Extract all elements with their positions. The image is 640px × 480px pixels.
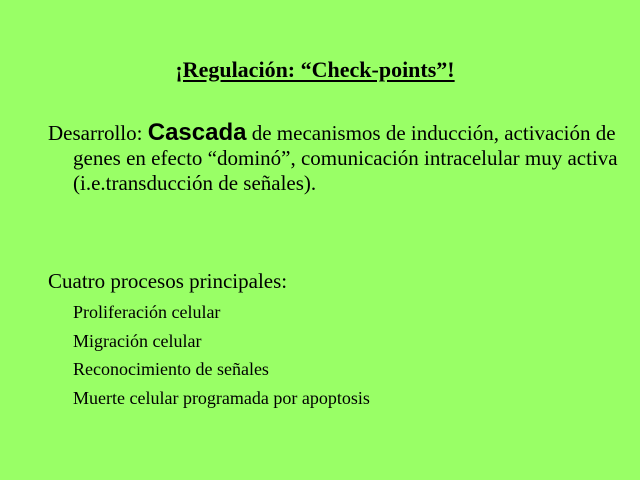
slide-title: ¡Regulación: “Check-points”! — [175, 57, 455, 82]
development-lead: Desarrollo: — [48, 121, 148, 145]
process-item-proliferation: Proliferación celular — [73, 302, 221, 322]
development-paragraph — [48, 120, 640, 196]
processes-heading: Cuatro procesos principales: — [48, 269, 288, 293]
process-item-migration: Migración celular — [73, 330, 202, 351]
process-item-signal-recognition: Reconocimiento de señales — [73, 359, 269, 379]
process-item-apoptosis: Muerte celular programada por apoptosis — [73, 387, 370, 408]
cascade-emphasis: Cascada — [147, 119, 247, 146]
processes-list — [73, 298, 370, 412]
development-rest: de mecanismos de inducción, activación de genes en efecto “dominó”, comunicación intracelular muy activa (i.e.transducción de señales). — [73, 121, 618, 195]
